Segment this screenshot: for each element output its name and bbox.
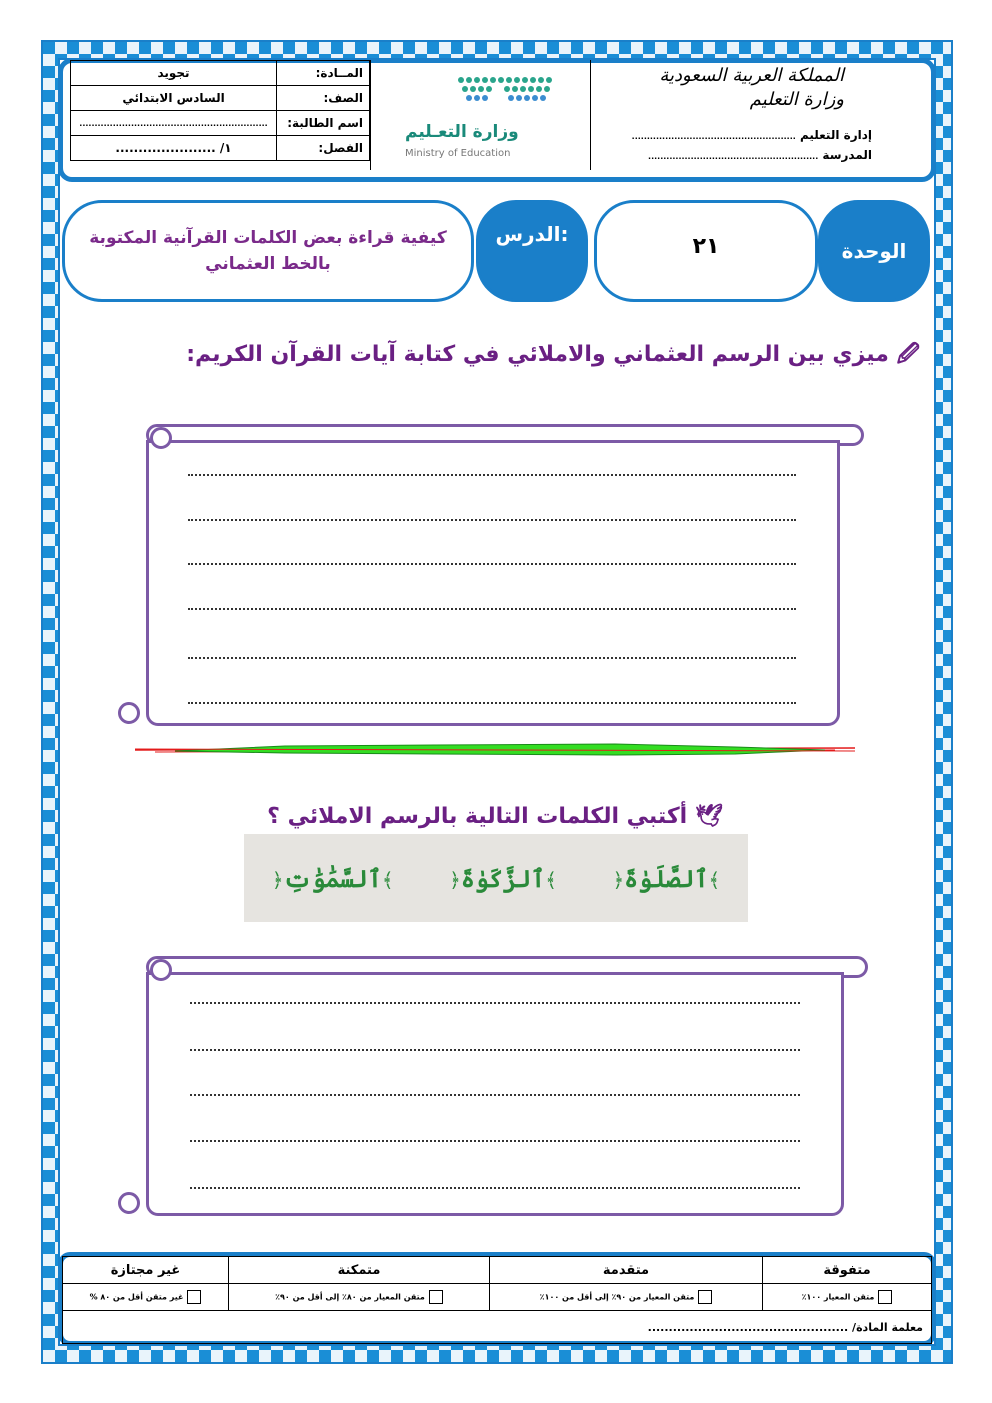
criteria-cell: غير متقن أقل من ٨٠ % (63, 1284, 229, 1311)
level-proficient: متمكنة (229, 1257, 490, 1284)
question-1 (70, 338, 920, 372)
dove-icon: 🕊 (694, 804, 723, 829)
education-admin-field[interactable]: ...................................................... (631, 132, 796, 141)
unit-number: ٢١ (692, 233, 720, 259)
subject-value: تجويد (71, 61, 277, 86)
checkbox[interactable] (187, 1290, 201, 1304)
criteria-cell: متقن المعيار ١٠٠٪ (763, 1284, 932, 1311)
answer-line[interactable] (188, 657, 796, 659)
checkbox[interactable] (429, 1290, 443, 1304)
lesson-title-box (62, 200, 474, 302)
student-name-field[interactable]: .............................................................. (71, 111, 277, 136)
checkbox[interactable] (878, 1290, 892, 1304)
lesson-title: كيفية قراءة بعض الكلمات القرآنية المكتوبة بالخط العثماني (89, 228, 447, 274)
question-1-text: ميزي بين الرسم العثماني والاملائي في كتابة آيات القرآن الكريم: (186, 342, 889, 367)
answer-line[interactable] (188, 519, 796, 521)
unit-label: الوحدة (841, 239, 907, 263)
education-admin-label: إدارة التعليم (795, 128, 872, 142)
class-field[interactable]: ١/ ...................... (71, 136, 277, 161)
answer-line[interactable] (190, 1002, 800, 1004)
question-2 (70, 800, 920, 834)
grade-value: السادس الابتدائي (71, 86, 277, 111)
grade-label: الصف: (277, 86, 370, 111)
education-admin-line (632, 128, 872, 142)
criteria-cell: متقن المعيار من ٩٠٪ إلى أقل من ١٠٠٪ (490, 1284, 763, 1311)
kingdom-calligraphy: المملكة العربية السعودية وزارة التعليم (659, 65, 844, 110)
answer-line[interactable] (190, 1140, 800, 1142)
subject-label: المــادة: (277, 61, 370, 86)
pencil-icon: 🖉 (896, 342, 920, 367)
criteria-cell: متقن المعيار من ٨٠٪ إلى أقل من ٩٠٪ (229, 1284, 490, 1311)
checkbox[interactable] (698, 1290, 712, 1304)
class-label: الفصل: (277, 136, 370, 161)
level-not-passed: غير مجتازة (63, 1257, 229, 1284)
school-field[interactable]: ........................................................ (648, 152, 819, 161)
lesson-label-box (476, 200, 588, 302)
question-2-text: أكتبي الكلمات التالية بالرسم الاملائي ؟ (267, 804, 688, 829)
school-line (648, 148, 872, 162)
unit-label-box (818, 200, 930, 302)
answer-line[interactable] (188, 608, 796, 610)
decorative-divider (135, 740, 855, 760)
teacher-signature[interactable]: معلمة المادة/ ................................................ (63, 1311, 932, 1344)
student-name-label: اسم الطالبة: (277, 111, 370, 136)
quranic-words-image (244, 834, 748, 922)
header-info-table (70, 60, 370, 161)
ministry-name-english: Ministry of Education (405, 148, 511, 159)
word-item: ﴾ٱلزَّكَوٰةَ﴿ (449, 863, 557, 893)
answer-line[interactable] (188, 563, 796, 565)
answer-line[interactable] (190, 1187, 800, 1189)
unit-number-box (594, 200, 818, 302)
answer-line[interactable] (190, 1094, 800, 1096)
lesson-label: الدرس: (495, 222, 569, 246)
assessment-table (62, 1256, 932, 1344)
level-advanced: متقدمة (490, 1257, 763, 1284)
word-item: ﴾ٱلصَّلَوٰةَ﴿ (612, 863, 721, 893)
school-label: المدرسة (818, 148, 872, 162)
ministry-name-arabic: وزارة التعـليم (405, 122, 519, 142)
answer-line[interactable] (190, 1049, 800, 1051)
answer-line[interactable] (188, 474, 796, 476)
answer-line[interactable] (188, 702, 796, 704)
word-item: ﴾ٱلسَّمَٰوَٰتِ﴿ (271, 863, 394, 893)
level-excellent: متفوقة (763, 1257, 932, 1284)
